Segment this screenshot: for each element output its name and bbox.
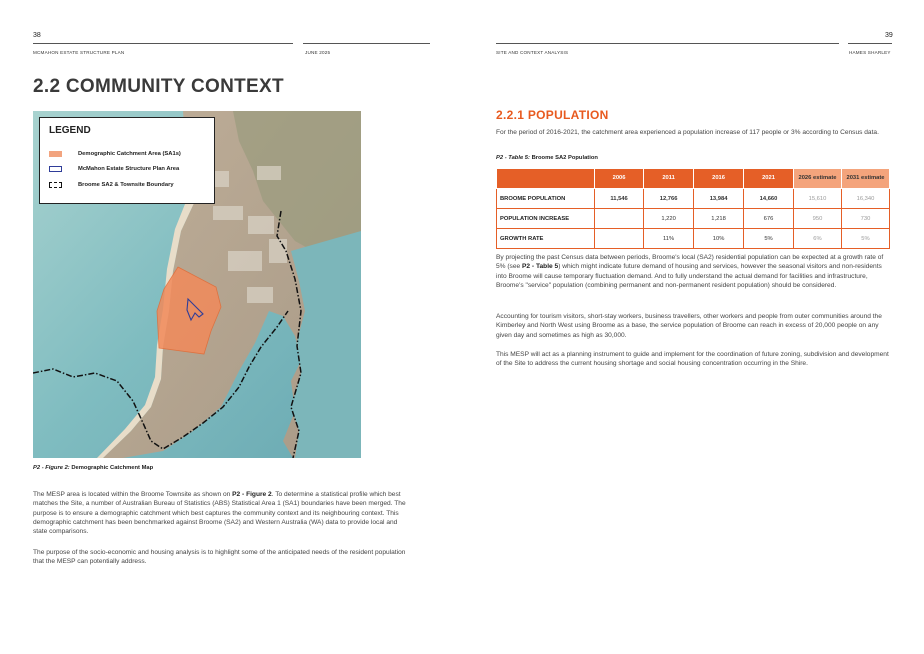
table-cell: 5%: [744, 229, 794, 249]
table-header-cell: 2031 estimate: [842, 169, 890, 189]
table-header-cell: 2021: [744, 169, 794, 189]
table-cell: 13,984: [694, 189, 744, 209]
table-cell: 10%: [694, 229, 744, 249]
legend-item-label: Broome SA2 & Townsite Boundary: [78, 182, 174, 188]
paragraph-text: ) which might indicate future demand of housing and services, however the seasonal visitors and non-residents into Broome will cause temporary fluctuation demand. And to fully understand the actual demand for facilities and infrastructure, Broome's "service" population (combining permanent and non-permanent resident population) should be considered.: [496, 263, 882, 289]
legend-item-label: Demographic Catchment Area (SA1s): [78, 151, 181, 157]
demographic-catchment-map: [33, 111, 361, 458]
table-cell: 1,220: [644, 209, 694, 229]
boundary-swatch-icon: [49, 182, 62, 188]
catchment-swatch-icon: [49, 151, 62, 157]
population-table: [496, 168, 890, 249]
table-row-label: POPULATION INCREASE: [497, 209, 595, 229]
figure-caption: [33, 465, 153, 471]
page-number-left: 38: [33, 32, 41, 39]
table-cell: 14,660: [744, 189, 794, 209]
table-header-row: [497, 169, 890, 189]
table-row: [497, 229, 890, 249]
figure-caption-prefix: P2 - Figure 2:: [33, 465, 70, 471]
table-cell: 5%: [842, 229, 890, 249]
population-intro: For the period of 2016-2021, the catchment area experienced a population increase of 117 people or 3% according to Census data.: [496, 129, 879, 136]
paragraph-text: By projecting the past Census data between periods, Broome's local (SA2) residential population can be expected at a growth rate of 5% (see: [496, 254, 884, 271]
legend-item-label: McMahon Estate Structure Plan Area: [78, 166, 180, 172]
header-rule-left-a: [33, 43, 293, 44]
table-cell: 6%: [794, 229, 842, 249]
table-row-label: BROOME POPULATION: [497, 189, 595, 209]
table-cell: 16,340: [842, 189, 890, 209]
table-caption: [496, 155, 598, 161]
header-doc-title: MCMAHON ESTATE STRUCTURE PLAN: [33, 50, 125, 55]
legend-item-catchment: [49, 149, 181, 159]
table-reference: P2 - Table 5: [522, 263, 559, 271]
table-row: [497, 209, 890, 229]
header-rule-right-b: [848, 43, 892, 44]
table-cell: 1,218: [694, 209, 744, 229]
paragraph-text: . To determine a statistical profile which best matches the Site, a number of Australian Bureau of Statistics (ABS) Statistical Area 1 (SA1) boundaries have been merged. The purpose is to ensure a demographic catchment which best captures the community context and its neighbouring context. This demographic catchment has been benchmarked against Broome (SA2) and Western Australia (WA) data to provide local and state comparisons.: [33, 491, 406, 536]
table-cell: 11,546: [595, 189, 644, 209]
table-cell: [595, 229, 644, 249]
table-header-cell: 2006: [595, 169, 644, 189]
table-cell: 950: [794, 209, 842, 229]
table-row: [497, 189, 890, 209]
section-title: 2.2 COMMUNITY CONTEXT: [33, 76, 284, 97]
map-legend: [39, 117, 215, 204]
right-paragraph-2: Accounting for tourism visitors, short-stay workers, business travellers, other workers and people from outer communities around the Kimberley and North West using Broome as a base, the service population of Broome can reach in excess of 20,000 people on any given day and sometimes as high as 30,000.: [496, 313, 882, 339]
plan-area-swatch-icon: [49, 166, 62, 172]
page-number-right: 39: [885, 32, 893, 39]
legend-title: LEGEND: [49, 125, 91, 136]
table-header-cell: 2026 estimate: [794, 169, 842, 189]
table-header-cell: [497, 169, 595, 189]
table-cell: 730: [842, 209, 890, 229]
table-caption-text: Broome SA2 Population: [531, 155, 598, 161]
figure-reference: P2 - Figure 2: [232, 491, 272, 498]
table-cell: [595, 209, 644, 229]
figure-caption-text: Demographic Catchment Map: [71, 465, 154, 471]
legend-item-plan-area: [49, 164, 179, 174]
paragraph-text: The MESP area is located within the Broome Townsite as shown on: [33, 491, 233, 498]
table-cell: 12,766: [644, 189, 694, 209]
subsection-title: 2.2.1 POPULATION: [496, 108, 609, 122]
table-caption-prefix: P2 - Table 5:: [496, 155, 530, 161]
left-paragraph-2: The purpose of the socio-economic and housing analysis is to highlight some of the anticipated needs of the resident population that the MESP can potentially address.: [33, 549, 406, 566]
header-section-name: SITE AND CONTEXT ANALYSIS: [496, 50, 569, 55]
table-header-cell: 2011: [644, 169, 694, 189]
table-cell: 676: [744, 209, 794, 229]
table-cell: 11%: [644, 229, 694, 249]
header-company: HAMES SHARLEY: [849, 50, 891, 55]
table-header-cell: 2016: [694, 169, 744, 189]
right-paragraph-3: This MESP will act as a planning instrument to guide and implement for the coordination of future zoning, subdivision and development of the Site to address the current housing shortage and social housing concentration occurring in the Shire.: [496, 351, 889, 368]
left-paragraph-1: [33, 490, 411, 536]
right-paragraph-1: [496, 253, 892, 290]
table-cell: 15,610: [794, 189, 842, 209]
header-rule-left-b: [303, 43, 430, 44]
header-rule-right-a: [496, 43, 839, 44]
header-date: JUNE 2025: [305, 50, 331, 55]
legend-item-boundary: [49, 180, 174, 190]
table-row-label: GROWTH RATE: [497, 229, 595, 249]
